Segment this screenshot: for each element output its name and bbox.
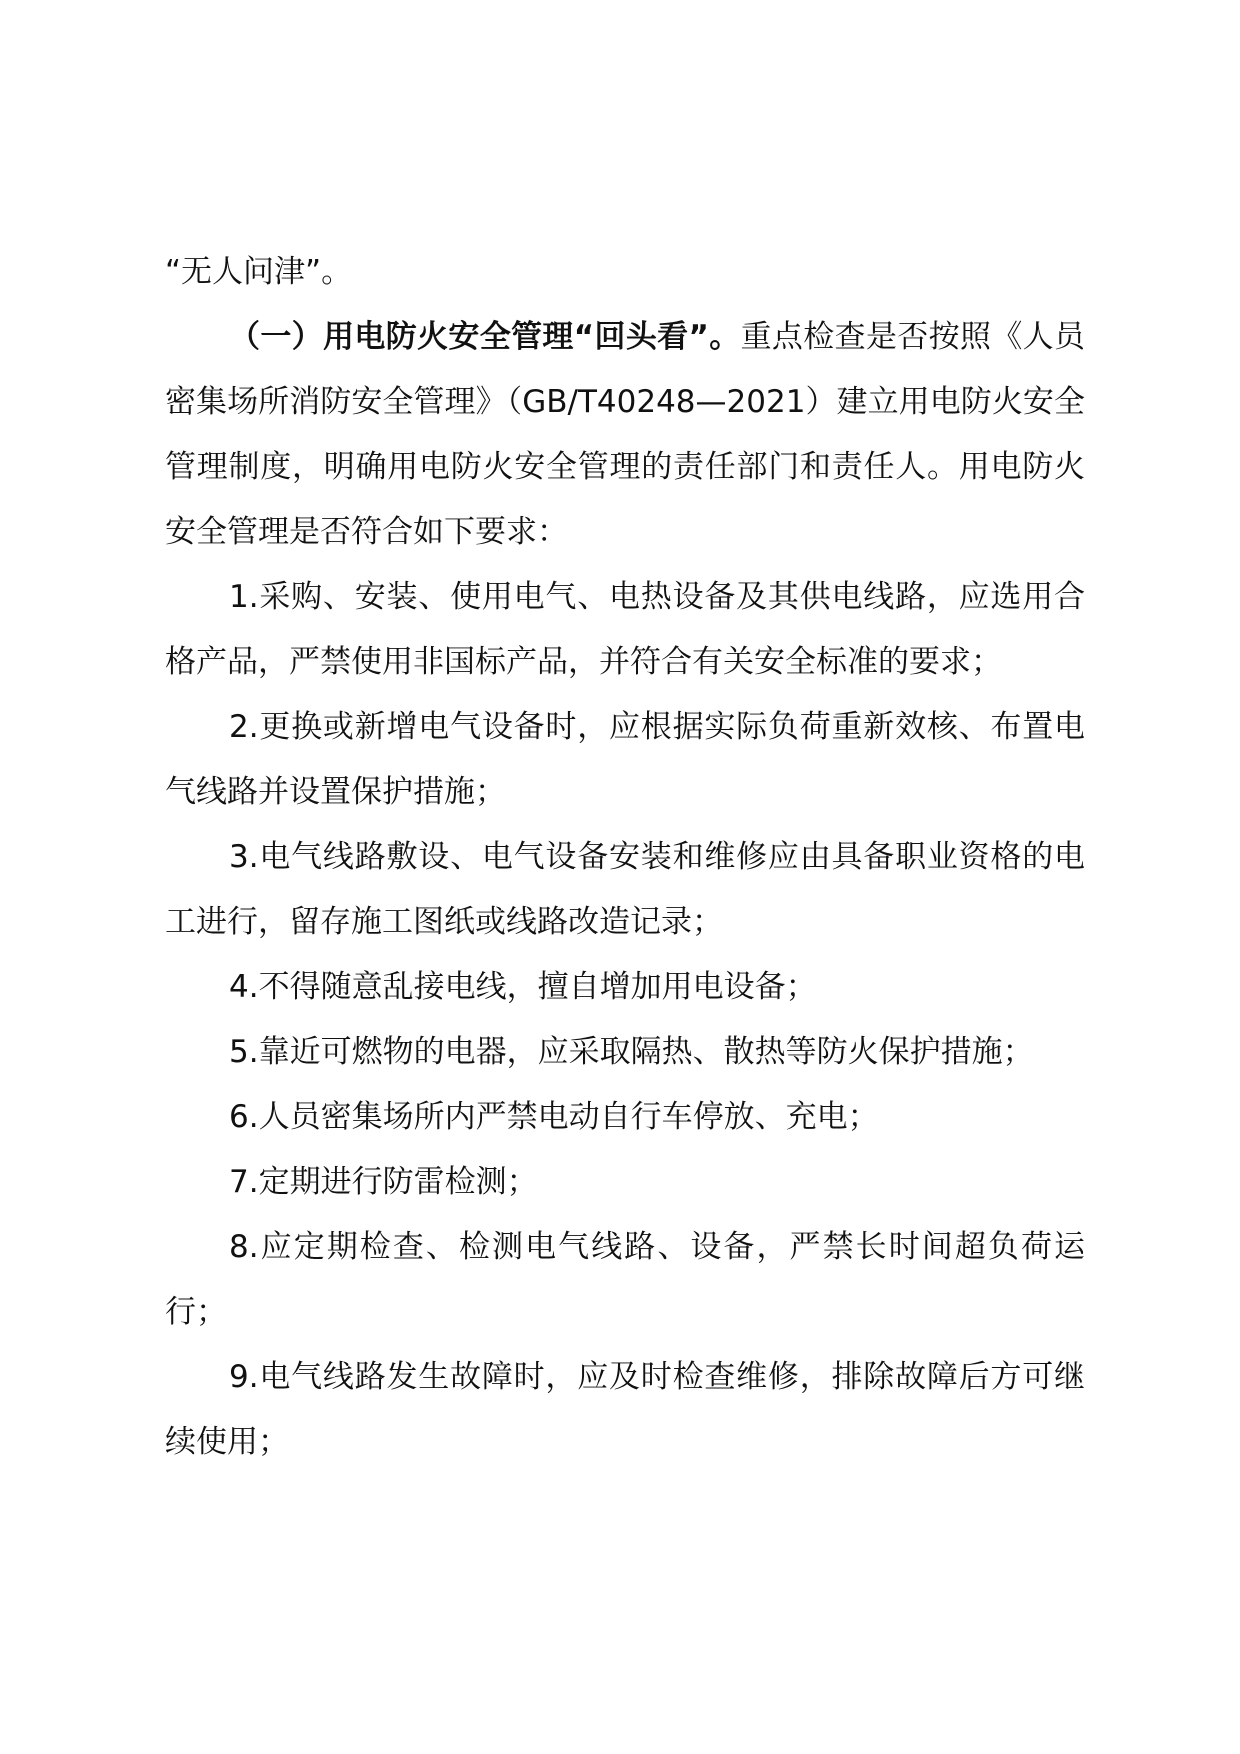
list-item-3: 3.电气线路敷设、电气设备安装和维修应由具备职业资格的电工进行，留存施工图纸或线路改造记录； — [165, 839, 1085, 940]
list-item-8: 8.应定期检查、检测电气线路、设备，严禁长时间超负荷运行； — [165, 1229, 1085, 1330]
section-paragraph — [165, 305, 1085, 565]
document-body — [165, 240, 1085, 1475]
continuation-paragraph: “无人问津”。 — [165, 254, 353, 290]
list-item-2: 2.更换或新增电气设备时，应根据实际负荷重新效核、布置电气线路并设置保护措施； — [165, 709, 1085, 810]
section-heading: （一）用电防火安全管理“回头看”。 — [229, 319, 741, 355]
list-item-6: 6.人员密集场所内严禁电动自行车停放、充电； — [229, 1099, 879, 1135]
list-item-4: 4.不得随意乱接电线，擅自增加用电设备； — [229, 969, 817, 1005]
list-item-7: 7.定期进行防雷检测； — [229, 1164, 538, 1200]
section-intro: 重点检查是否按照《人员密集场所消防安全管理》（GB/T40248—2021）建立用电防火安全管理制度，明确用电防火安全管理的责任部门和责任人。用电防火安全管理是否符合如下要求： — [165, 319, 1086, 550]
list-item-1: 1.采购、安装、使用电气、电热设备及其供电线路，应选用合格产品，严禁使用非国标产品，并符合有关安全标准的要求； — [165, 579, 1085, 680]
list-item-5: 5.靠近可燃物的电器，应采取隔热、散热等防火保护措施； — [229, 1034, 1034, 1070]
list-item-9: 9.电气线路发生故障时，应及时检查维修，排除故障后方可继续使用； — [165, 1359, 1085, 1460]
